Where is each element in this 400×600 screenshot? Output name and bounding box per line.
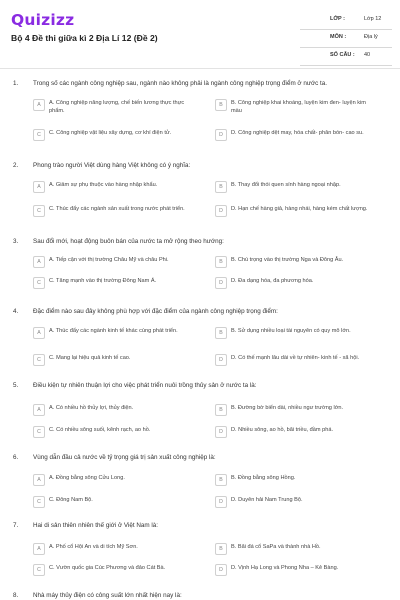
option-letter: D (215, 129, 227, 141)
option-letter: B (215, 256, 227, 268)
option-text: B. Chú trọng vào thị trường Nga và Đông Âu. (231, 257, 344, 263)
option-text: A. Tiếp cận với thị trường Châu Mỹ và châu Phi. (49, 257, 169, 263)
question-text: Phong trào người Việt dùng hàng Việt không có ý nghĩa: (33, 162, 191, 169)
option-letter: C (33, 205, 45, 217)
question-number: 1. (13, 80, 19, 87)
meta-value: Lớp 12 (364, 16, 382, 22)
option-letter: A (33, 543, 45, 555)
quizizz-logo: Quizizz (11, 11, 75, 29)
option-letter: B (215, 181, 227, 193)
option-text: C. Có nhiều sông suối, kênh rạch, ao hồ. (49, 427, 151, 433)
option-letter: A (33, 404, 45, 416)
option-letter: C (33, 277, 45, 289)
option-letter: A (33, 181, 45, 193)
option-text: B. Bãi đá cổ SaPa và thành nhà Hồ. (231, 544, 321, 550)
option-letter: A (33, 327, 45, 339)
worksheet-title: Bộ 4 Đề thi giữa kì 2 Địa Lí 12 (Đề 2) (11, 33, 158, 43)
option-text: B. Đồng bằng sông Hồng. (231, 475, 296, 481)
option-text: A. Phố cổ Hội An và di tích Mỹ Sơn. (49, 544, 138, 550)
meta-value: Địa lý (364, 34, 378, 40)
option-text: C. Vườn quốc gia Cúc Phương và đảo Cát Bà. (49, 565, 166, 571)
question-text: Sau đổi mới, hoạt động buôn bán của nước ta mở rộng theo hướng: (33, 238, 224, 245)
option-letter: D (215, 354, 227, 366)
question-number: 6. (13, 454, 19, 461)
option-text: A. Thúc đẩy các ngành kinh tế khác cùng phát triển. (49, 328, 178, 334)
option-letter: C (33, 354, 45, 366)
meta-row-class (300, 13, 392, 30)
option-text: A. Giảm sự phụ thuộc vào hàng nhập khẩu. (49, 182, 158, 188)
option-text: D. Có thế mạnh lâu dài về tự nhiên- kinh tế - xã hội. (231, 355, 360, 361)
option-letter: B (215, 543, 227, 555)
question-text: Đặc điểm nào sau đây không phù hợp với đặc điểm của ngành công nghiệp trọng điểm: (33, 308, 278, 315)
question-text: Vùng dẫn đầu cả nước về tỷ trọng giá trị sản xuất công nghiệp là: (33, 454, 216, 461)
option-letter: A (33, 256, 45, 268)
option-text: D. Nhiều sông, ao hồ, bãi triều, đầm phá. (231, 427, 333, 433)
worksheet-header (0, 0, 400, 62)
question-text: Điều kiện tự nhiên thuận lợi cho việc phát triển nuôi trồng thủy sản ở nước ta là: (33, 382, 257, 389)
option-letter: D (215, 564, 227, 576)
meta-value: 40 (364, 52, 371, 58)
meta-label: MÔN : (330, 34, 347, 40)
option-text: B. Thay đổi thói quen sính hàng ngoại nhập. (231, 182, 341, 188)
option-text: C. Thúc đẩy các ngành sản xuất trong nước phát triển. (49, 206, 185, 212)
option-text: A. Đồng bằng sông Cửu Long. (49, 475, 125, 481)
option-letter: C (33, 564, 45, 576)
option-text: D. Đa dạng hóa, đa phương hóa. (231, 278, 314, 284)
option-letter: D (215, 426, 227, 438)
option-text: D. Hạn chế hàng giả, hàng nhái, hàng kém chất lượng. (231, 206, 368, 212)
option-letter: C (33, 129, 45, 141)
option-letter: D (215, 277, 227, 289)
option-letter: C (33, 496, 45, 508)
question-number: 2. (13, 162, 19, 169)
question-text: Trong số các ngành công nghiệp sau, ngành nào không phải là ngành công nghiệp trọng điểm ở nước ta. (33, 80, 328, 87)
option-letter: B (215, 99, 227, 111)
meta-row-subject (300, 31, 392, 48)
meta-label: LỚP : (330, 16, 345, 22)
question-number: 5. (13, 382, 19, 389)
question-number: 8. (13, 592, 19, 599)
option-text: C. Tăng mạnh vào thị trường Đông Nam Á. (49, 278, 157, 284)
option-text: C. Công nghiệp vật liệu xây dựng, cơ khí điện tử. (49, 130, 172, 136)
option-text: B. Đường bờ biển dài, nhiều ngư trường lớn. (231, 405, 344, 411)
option-letter: D (215, 205, 227, 217)
option-text: C. Mang lại hiệu quả kinh tế cao. (49, 355, 131, 361)
option-text: D. Công nghiệp dệt may, hóa chất- phân bón- cao su. (231, 130, 364, 136)
header-divider (0, 68, 400, 69)
question-text: Hai di sản thiên nhiên thế giới ở Việt Nam là: (33, 522, 159, 529)
question-number: 7. (13, 522, 19, 529)
option-letter: A (33, 99, 45, 111)
meta-row-count (300, 49, 392, 66)
question-text: Nhà máy thủy điện có công suất lớn nhất hiện nay là: (33, 592, 182, 599)
option-text: B. Sử dụng nhiều loại tài nguyên có quy mô lớn. (231, 328, 351, 334)
option-text: C. Đông Nam Bộ. (49, 497, 93, 503)
option-text: A. Có nhiều hồ thủy lợi, thủy điện. (49, 405, 134, 411)
option-letter: B (215, 327, 227, 339)
meta-label: SỐ CÂU : (330, 52, 355, 58)
option-letter: D (215, 496, 227, 508)
worksheet-meta (300, 13, 392, 67)
question-number: 3. (13, 238, 19, 245)
option-letter: B (215, 474, 227, 486)
option-text: B. Công nghiệp khai khoáng, luyện kim đen- luyện kim màu (231, 100, 366, 114)
option-letter: C (33, 426, 45, 438)
option-text: D. Duyên hải Nam Trung Bộ. (231, 497, 303, 503)
option-text: A. Công nghiệp năng lượng, chế biến lương thực thực phẩm. (49, 100, 185, 114)
option-text: D. Vịnh Hạ Long và Phong Nha – Kẻ Bàng. (231, 565, 339, 571)
option-letter: B (215, 404, 227, 416)
question-number: 4. (13, 308, 19, 315)
option-letter: A (33, 474, 45, 486)
